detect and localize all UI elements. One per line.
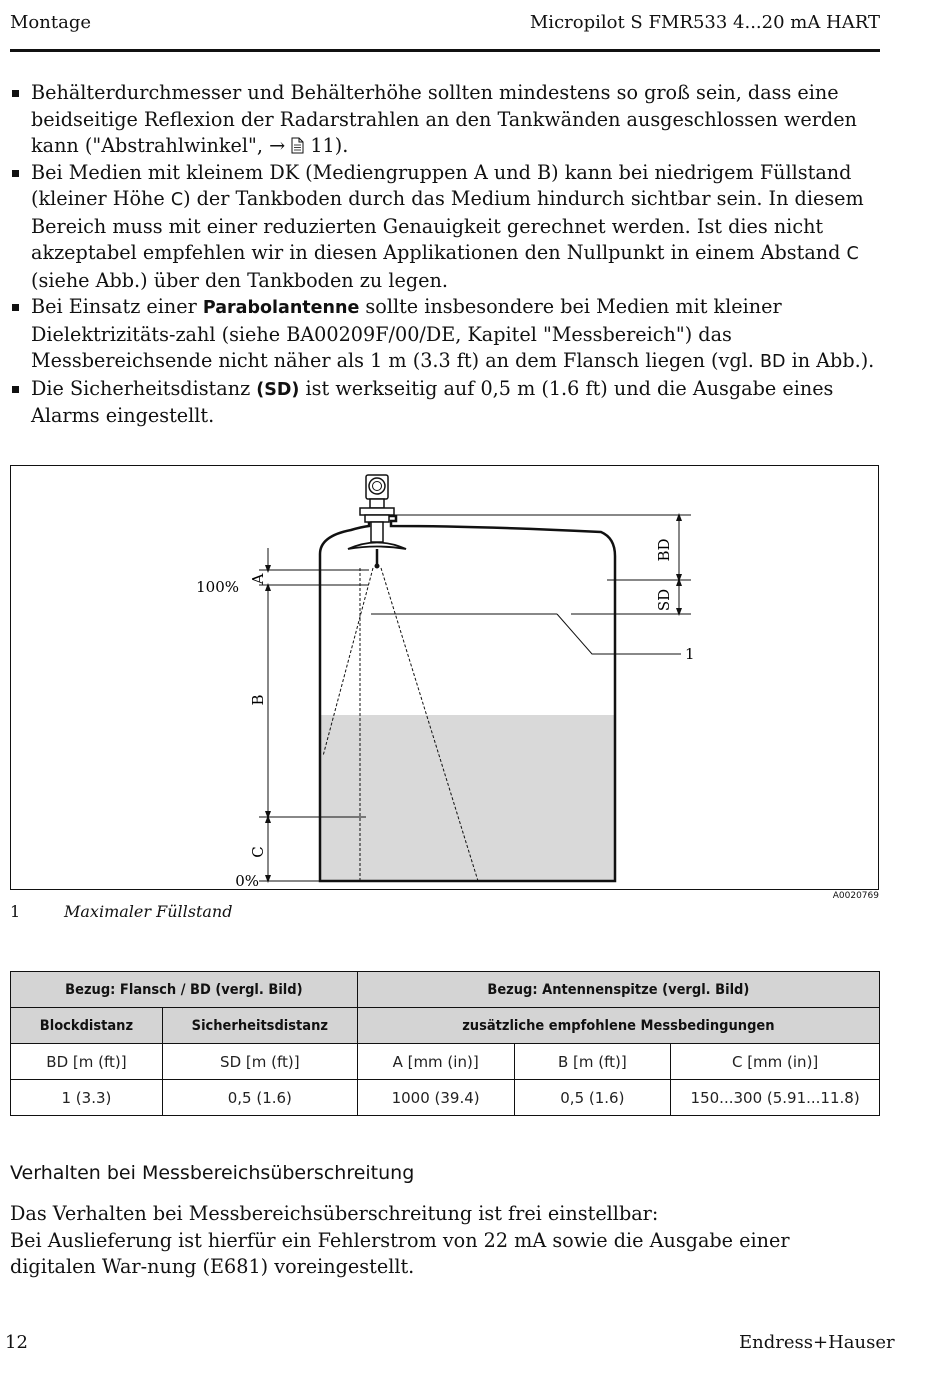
group-header-flange: Bezug: Flansch / BD (vergl. Bild) [11,972,358,1008]
liquid-level-fill [320,715,615,881]
unit-cell: A [mm (in)] [357,1044,514,1080]
c-label: C [249,846,267,858]
bullet-item [10,294,880,376]
bullet-text: Die Sicherheitsdistanz [31,376,257,400]
group-header-antenna: Bezug: Antennenspitze (vergl. Bild) [357,972,879,1008]
callout-leader [557,614,681,654]
bd-label: BD [655,538,673,562]
sub-header-safety-distance: Sicherheitsdistanz [162,1008,357,1044]
sd-label: SD [655,588,673,612]
pct100-label: 100% [196,578,239,596]
section-line-1: Das Verhalten bei Messbereichsüberschreitung ist frei einstellbar: [10,1202,659,1225]
bullet-text: ist werkseitig auf 0,5 m (1.6 ft) und die Ausgabe eines Alarms eingestellt. [31,376,834,427]
pct0-label: 0% [235,872,259,890]
unit-cell: BD [m (ft)] [11,1044,163,1080]
antenna-tip [375,564,380,569]
page-number: 12 [5,1332,28,1353]
section-line-2: Bei Auslieferung ist hierfür ein Fehlerstrom von 22 mA sowie die Ausgabe einer digitalen War-nung (E681) voreingestellt. [10,1228,790,1278]
parabolic-antenna [348,543,406,550]
bullet-square-icon [12,90,19,97]
bullet-square-icon [12,170,19,177]
table-row [11,1008,880,1044]
table-row [11,972,880,1008]
bullet-text: (SD) [256,379,300,400]
page-header [10,12,880,40]
table-row [11,1044,880,1080]
bullet-text: → [269,134,292,157]
tank-diagram-svg [11,466,880,891]
bullet-item [10,80,880,160]
table-row [11,1080,880,1116]
tank-diagram [10,465,879,890]
unit-cell: C [mm (in)] [671,1044,880,1080]
value-cell: 0,5 (1.6) [162,1080,357,1116]
header-rule [10,49,880,52]
legend-number: 1 [10,902,21,921]
bullet-text: Bei Einsatz einer [31,295,203,318]
bullet-text: C [170,190,184,210]
bullet-text: Bei Medien mit kleinem DK (Mediengruppen A und B) kann bei niedrigem Füllstand (kleiner Höhe [31,160,852,210]
bullet-text: sollte insbesondere bei Medien mit kleiner Dielektrizitäts-zahl (siehe BA00209F/00/DE, Kapitel "Messbereich") das Messbereichsende nicht näher als 1 m (3.3 ft) an dem Flansch liegen (vgl. [31,295,782,372]
callout-number: 1 [685,645,695,663]
a-label: A [249,573,267,585]
brand-name: Endress+Hauser [739,1332,895,1353]
bullet-item [10,376,880,430]
unit-cell: B [m (ft)] [514,1044,671,1080]
header-section-title: Montage [10,12,91,33]
bullet-text: (siehe Abb.) über den Tankboden zu legen. [31,268,448,292]
b-label: B [249,694,267,706]
section-heading: Verhalten bei Messbereichsüberschreitung [10,1162,415,1184]
bullet-list [10,80,880,430]
section-paragraph [10,1201,880,1281]
sub-header-conditions: zusätzliche empfohlene Messbedingungen [357,1008,879,1044]
bullet-item [10,160,880,295]
value-cell: 150...300 (5.91...11.8) [671,1080,880,1116]
bullet-text: Parabolantenne [202,298,360,318]
transmitter-housing [360,475,394,542]
bullet-text: ) der Tankboden durch das Medium hindurch sichtbar sein. In diesem Bereich muss mit einer reduzierten Genauigkeit gerechnet werden. Ist dies nicht akzeptabel empfehlen wir in diesen Applikationen den Nullpunkt in einem Abstand [31,187,864,264]
legend-text: Maximaler Füllstand [64,902,233,921]
distance-table [10,971,880,1116]
document-reference-icon [291,137,304,154]
bullet-text: Behälterdurchmesser und Behälterhöhe sollten mindestens so groß sein, dass eine beidseitige Reflexion der Radarstrahlen an den Tankwänden ausgeschlossen werden kann ("Abstrahlwinkel", [31,81,857,157]
bullet-text: in Abb.). [785,349,875,372]
bullet-square-icon [12,386,19,393]
unit-cell: SD [m (ft)] [162,1044,357,1080]
bullet-text: C [846,244,859,264]
value-cell: 1 (3.3) [11,1080,163,1116]
value-cell: 1000 (39.4) [357,1080,514,1116]
bullet-text: BD [760,352,786,372]
sub-header-block-distance: Blockdistanz [11,1008,163,1044]
header-product-title: Micropilot S FMR533 4...20 mA HART [529,12,880,33]
bullet-text: 11). [304,134,349,157]
value-cell: 0,5 (1.6) [514,1080,671,1116]
bullet-square-icon [12,304,19,311]
figure-code: A0020769 [832,891,879,901]
